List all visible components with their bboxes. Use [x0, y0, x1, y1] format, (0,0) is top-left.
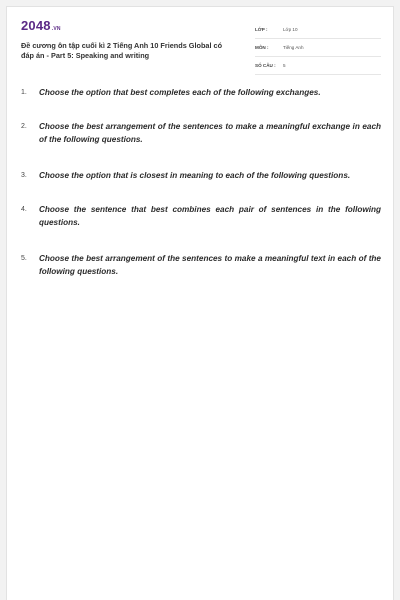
meta-key: MÔN :	[255, 45, 269, 50]
logo-text: 2048	[21, 18, 51, 33]
question-number: 2.	[21, 123, 27, 130]
question-number: 4.	[21, 206, 27, 213]
question-text: Choose the best arrangement of the sentences to make a meaningful text in each of the following questions.	[39, 254, 381, 276]
question-number: 3.	[21, 172, 27, 179]
meta-value: Lớp 10	[283, 27, 298, 32]
meta-key: LỚP :	[255, 27, 268, 32]
site-logo[interactable]	[21, 19, 61, 36]
question-text: Choose the option that best completes each of the following exchanges.	[39, 88, 321, 97]
question-number: 5.	[21, 255, 27, 262]
question-number: 1.	[21, 89, 27, 96]
meta-row-count	[255, 57, 381, 75]
document-header	[7, 7, 393, 71]
logo-suffix: .VN	[51, 26, 61, 32]
meta-value: Tiếng Anh	[283, 45, 304, 50]
question-item	[21, 204, 381, 229]
meta-row-class	[255, 21, 381, 39]
question-item	[21, 87, 381, 100]
meta-row-subject	[255, 39, 381, 57]
meta-info	[255, 21, 381, 75]
document-title: Đề cương ôn tập cuối kì 2 Tiếng Anh 10 Friends Global có đáp án - Part 5: Speaking and writing	[21, 41, 223, 60]
question-text: Choose the option that is closest in meaning to each of the following questions.	[39, 171, 351, 180]
question-item	[21, 121, 381, 146]
question-item	[21, 253, 381, 278]
question-text: Choose the best arrangement of the sentences to make a meaningful exchange in each of the following questions.	[39, 122, 381, 144]
meta-value: 5	[283, 63, 286, 68]
question-text: Choose the sentence that best combines each pair of sentences in the following questions.	[39, 205, 381, 227]
meta-key: SỐ CÂU :	[255, 63, 276, 68]
document-page	[6, 6, 394, 600]
question-item	[21, 170, 381, 183]
